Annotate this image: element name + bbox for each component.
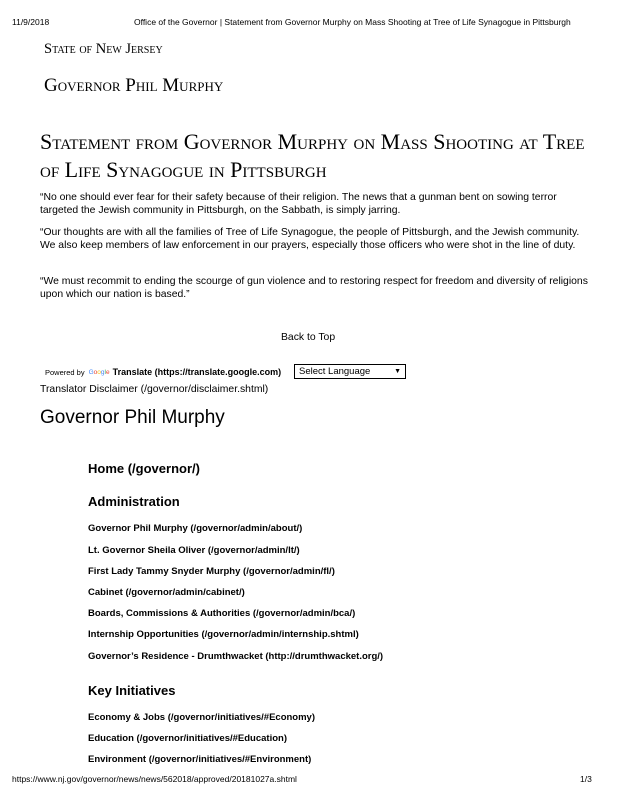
nav-link-governor[interactable]: Governor Phil Murphy (/governor/admin/about/) bbox=[88, 523, 303, 534]
print-footer-url: https://www.nj.gov/governor/news/news/562018/approved/20181027a.shtml bbox=[12, 774, 297, 784]
nav-section-key-initiatives: Key Initiatives bbox=[88, 683, 176, 698]
dropdown-arrow-icon: ▼ bbox=[394, 368, 401, 375]
article-paragraph-1: “No one should ever fear for their safety because of their religion. The news that a gunman bent on sowing terror targeted the Jewish community in Pittsburgh, on the Sabbath, is simply jarring. bbox=[40, 192, 557, 216]
article-paragraph-3: “We must recommit to ending the scourge of gun violence and to restoring respect for freedom and diversity of religions upon which our nation is based.” bbox=[40, 276, 588, 300]
translate-link[interactable]: Translate (https://translate.google.com) bbox=[112, 367, 282, 377]
print-page-title: Office of the Governor | Statement from Governor Murphy on Mass Shooting at Tree of Life Synagogue in Pittsburgh bbox=[134, 17, 571, 27]
nav-link-environment[interactable]: Environment (/governor/initiatives/#Environment) bbox=[88, 754, 312, 765]
nav-link-cabinet[interactable]: Cabinet (/governor/admin/cabinet/) bbox=[88, 587, 245, 598]
google-translate-attribution bbox=[45, 367, 281, 377]
google-logo: Google bbox=[88, 368, 110, 376]
state-link[interactable]: State of New Jersey bbox=[44, 41, 163, 57]
nav-home-link[interactable]: Home (/governor/) bbox=[88, 461, 200, 476]
footer-nav-heading: Governor Phil Murphy bbox=[40, 407, 225, 428]
translator-disclaimer-link[interactable]: Translator Disclaimer (/governor/disclaimer.shtml) bbox=[40, 384, 269, 395]
powered-by-label: Powered by bbox=[45, 367, 85, 377]
language-select-value: Select Language bbox=[299, 366, 371, 377]
article-paragraph-2: “Our thoughts are with all the families of Tree of Life Synagogue, the people of Pittsburgh, and the Jewish community. We also keep members of law enforcement in our prayers, especially those officers who were shot in the line of duty. bbox=[40, 227, 580, 251]
nav-link-education[interactable]: Education (/governor/initiatives/#Education) bbox=[88, 733, 287, 744]
print-date: 11/9/2018 bbox=[12, 17, 50, 27]
nav-section-administration: Administration bbox=[88, 494, 180, 509]
nav-link-boards[interactable]: Boards, Commissions & Authorities (/governor/admin/bca/) bbox=[88, 608, 356, 619]
governor-site-title[interactable]: Governor Phil Murphy bbox=[44, 75, 224, 96]
nav-link-first-lady[interactable]: First Lady Tammy Snyder Murphy (/governor/admin/fl/) bbox=[88, 566, 335, 577]
article-title: Statement from Governor Murphy on Mass Shooting at Tree of Life Synagogue in Pittsburgh bbox=[40, 129, 585, 182]
nav-link-economy[interactable]: Economy & Jobs (/governor/initiatives/#Economy) bbox=[88, 712, 315, 723]
back-to-top-link[interactable]: Back to Top bbox=[281, 332, 336, 343]
nav-link-internship[interactable]: Internship Opportunities (/governor/admin/internship.shtml) bbox=[88, 629, 359, 640]
nav-link-residence[interactable]: Governor’s Residence - Drumthwacket (http://drumthwacket.org/) bbox=[88, 651, 384, 662]
nav-link-lt-governor[interactable]: Lt. Governor Sheila Oliver (/governor/admin/lt/) bbox=[88, 545, 300, 556]
print-page-number: 1/3 bbox=[580, 774, 592, 784]
language-select[interactable] bbox=[294, 364, 406, 379]
